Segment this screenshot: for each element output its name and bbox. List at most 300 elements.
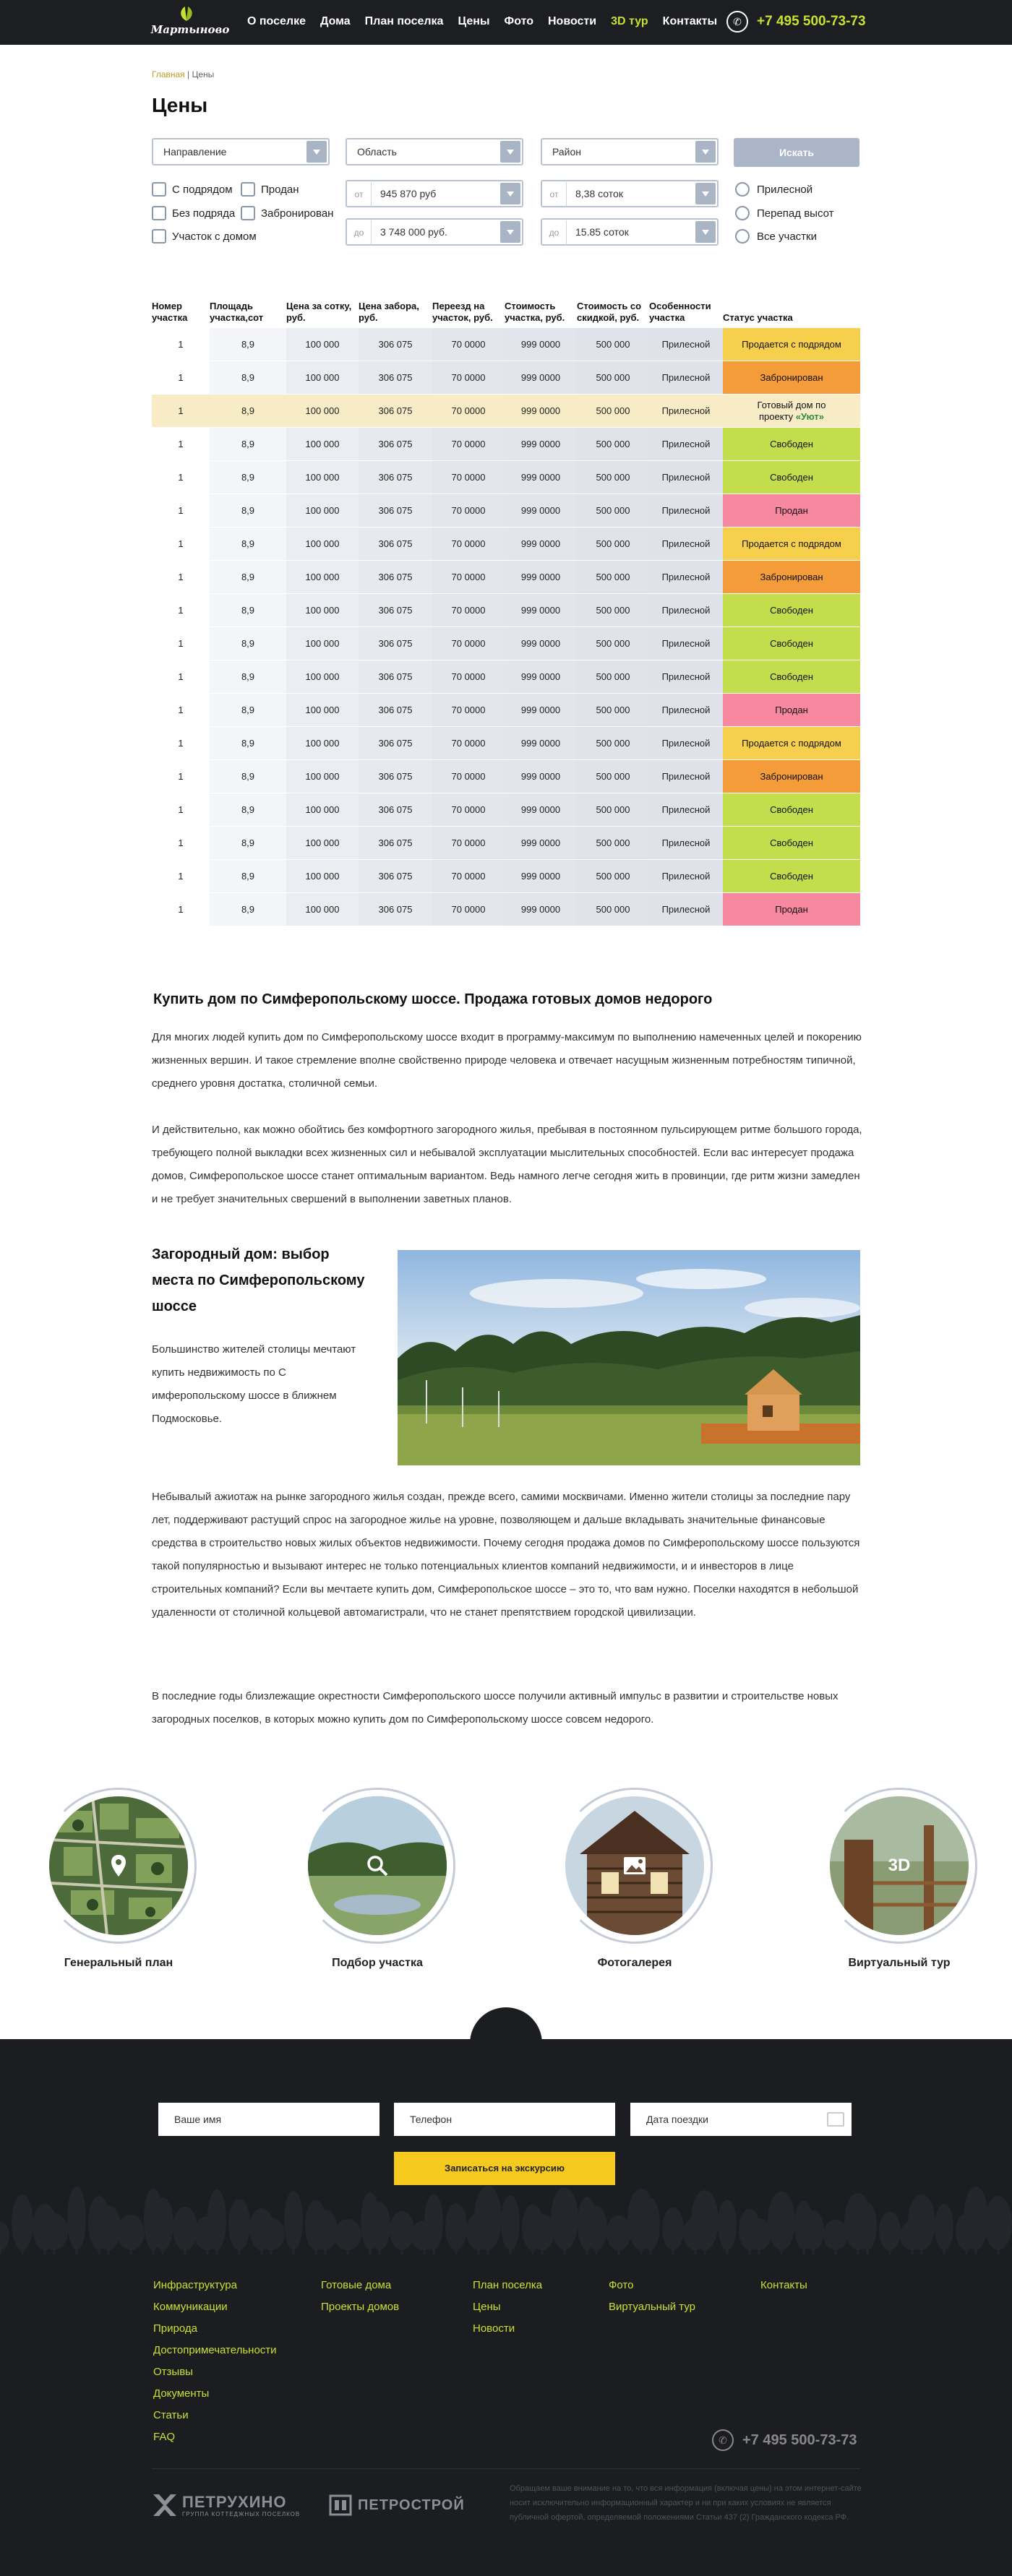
search-button[interactable]: Искать <box>734 138 859 167</box>
cell-price-per-sotka: 100 000 <box>286 827 359 860</box>
cell-number: 1 <box>152 328 210 361</box>
nav-contacts[interactable]: Контакты <box>662 15 718 27</box>
cell-price-per-sotka: 100 000 <box>286 395 359 428</box>
cell-discount-cost: 500 000 <box>577 727 649 760</box>
cell-price-per-sotka: 100 000 <box>286 860 359 893</box>
cell-area: 8,9 <box>210 660 286 694</box>
breadcrumb-current: Цены <box>192 69 215 79</box>
cell-discount-cost: 500 000 <box>577 627 649 660</box>
cell-price-per-sotka: 100 000 <box>286 793 359 827</box>
cell-features: Прилесной <box>649 428 723 461</box>
cell-number: 1 <box>152 760 210 793</box>
cell-area: 8,9 <box>210 694 286 727</box>
footer-col-1 <box>153 2275 277 2448</box>
date-input-placeholder: Дата поездки <box>646 2114 708 2125</box>
cell-discount-cost: 500 000 <box>577 395 649 428</box>
cell-price-per-sotka: 100 000 <box>286 660 359 694</box>
cell-number: 1 <box>152 428 210 461</box>
cell-discount-cost: 500 000 <box>577 760 649 793</box>
cell-plot-cost: 999 0000 <box>505 893 577 926</box>
petrukhino-logo[interactable] <box>152 2493 300 2517</box>
cell-discount-cost: 500 000 <box>577 827 649 860</box>
direction-select-value: Направление <box>163 146 227 158</box>
col-header-area: Площадь участка,сот <box>210 301 264 323</box>
cell-discount-cost: 500 000 <box>577 660 649 694</box>
cell-price-per-sotka: 100 000 <box>286 527 359 561</box>
cell-number: 1 <box>152 561 210 594</box>
chevron-down-icon <box>500 183 520 204</box>
cell-area: 8,9 <box>210 594 286 627</box>
cell-entrance: 70 0000 <box>432 428 505 461</box>
cell-entrance: 70 0000 <box>432 461 505 494</box>
region-select-value: Область <box>357 146 397 158</box>
cell-price-per-sotka: 100 000 <box>286 760 359 793</box>
cell-status: Свободен <box>723 428 860 461</box>
radio-circle[interactable] <box>735 229 750 244</box>
article-paragraph-3: Небывалый ажиотаж на рынке загородного жилья создан, прежде всего, самими москвичами. Именно жители столицы за последние пару лет, поддерживают растущий спрос на загородное жилье на уровне, позволяющем и дальше вкладывать значительные финансовые средства в строительство новых жилых объектов недвижимости. Почему сегодня продажа домов по Симферопольскому шоссе пользуются такой популярностью и вызывают интерес не только потенциальных клиентов компаний недвижимости, и и инвесторов в лице строительных компаний? Если вы мечтаете купить дом, Симферопольское шоссе – это то, что вам нужно. Поселки находятся в небольшой удаленности от столичной кольцевой автомагистрали, что не станет препятствием городской цивилизации. <box>152 1491 860 1619</box>
cell-entrance: 70 0000 <box>432 694 505 727</box>
footer-link-ready-houses[interactable]: Готовые дома <box>321 2279 392 2291</box>
cell-entrance: 70 0000 <box>432 494 505 527</box>
petrukhino-name: ПЕТРУХИНО <box>182 2492 287 2511</box>
cell-area: 8,9 <box>210 328 286 361</box>
footer-link-prices[interactable]: Цены <box>473 2301 501 2313</box>
cell-area: 8,9 <box>210 860 286 893</box>
cell-number: 1 <box>152 395 210 428</box>
radio-circle[interactable] <box>735 206 750 220</box>
cell-price-per-sotka: 100 000 <box>286 694 359 727</box>
table-row[interactable] <box>152 494 860 527</box>
cell-entrance: 70 0000 <box>432 760 505 793</box>
checkbox-box[interactable] <box>152 206 166 220</box>
cell-number: 1 <box>152 527 210 561</box>
cell-price-per-sotka: 100 000 <box>286 727 359 760</box>
cell-price-per-sotka: 100 000 <box>286 594 359 627</box>
footer-col-2 <box>321 2275 399 2318</box>
cell-plot-cost: 999 0000 <box>505 860 577 893</box>
breadcrumb <box>152 69 214 79</box>
cell-features: Прилесной <box>649 561 723 594</box>
magnifier-icon <box>308 1796 447 1935</box>
cell-fence-price: 306 075 <box>359 494 432 527</box>
cell-plot-cost: 999 0000 <box>505 694 577 727</box>
cell-status: Свободен <box>723 594 860 627</box>
radio-elevation[interactable] <box>735 205 834 221</box>
cell-area: 8,9 <box>210 760 286 793</box>
footer-link-house-projects[interactable]: Проекты домов <box>321 2301 400 2313</box>
cell-entrance: 70 0000 <box>432 660 505 694</box>
area-from-field[interactable] <box>541 180 719 207</box>
col-header-features: Особенности участка <box>649 301 711 323</box>
footer-phone[interactable] <box>712 2429 857 2451</box>
cell-area: 8,9 <box>210 461 286 494</box>
petrostroy-logo[interactable] <box>329 2493 465 2517</box>
cell-number: 1 <box>152 660 210 694</box>
cell-price-per-sotka: 100 000 <box>286 627 359 660</box>
feature-caption[interactable]: Виртуальный тур <box>848 1957 951 1969</box>
header-phone-number[interactable]: +7 495 500-73-73 <box>757 14 866 29</box>
cell-status: Забронирован <box>723 561 860 594</box>
cell-discount-cost: 500 000 <box>577 893 649 926</box>
legal-notice: Обращаем ваше внимание на то, что вся информация (включая цены) на этом интернет-сайте носит исключительно информационный характер и ни при каких условиях не является публичной офертой, определяемой положениями Статьи 437 (2) Гражданского кодекса РФ. <box>510 2484 862 2522</box>
phone-input[interactable] <box>394 2103 615 2136</box>
feature-caption[interactable]: Подбор участка <box>332 1957 423 1969</box>
cell-plot-cost: 999 0000 <box>505 561 577 594</box>
table-row[interactable] <box>152 594 860 627</box>
cell-fence-price: 306 075 <box>359 694 432 727</box>
checkbox-box[interactable] <box>241 206 255 220</box>
nav-news[interactable]: Новости <box>547 15 597 27</box>
cell-price-per-sotka: 100 000 <box>286 561 359 594</box>
main-nav <box>247 13 732 30</box>
cell-number: 1 <box>152 627 210 660</box>
cell-plot-cost: 999 0000 <box>505 594 577 627</box>
nav-about[interactable]: О поселке <box>247 15 306 27</box>
footer-link-documents[interactable]: Документы <box>153 2387 210 2400</box>
cell-plot-cost: 999 0000 <box>505 395 577 428</box>
cell-number: 1 <box>152 727 210 760</box>
radio-label: Все участки <box>757 230 817 243</box>
col-header-number: Номер участка <box>152 301 188 323</box>
table-row[interactable] <box>152 395 860 428</box>
map-pin-icon <box>49 1796 188 1935</box>
cell-area: 8,9 <box>210 527 286 561</box>
table-row[interactable] <box>152 428 860 461</box>
footer-link-sights[interactable]: Достопримечательности <box>153 2344 277 2356</box>
cell-plot-cost: 999 0000 <box>505 827 577 860</box>
area-to-prefix: до <box>542 220 567 245</box>
plot-selection-image <box>308 1796 447 1935</box>
cell-entrance: 70 0000 <box>432 561 505 594</box>
cell-status: Продается с подрядом <box>723 727 860 760</box>
cell-number: 1 <box>152 694 210 727</box>
cell-status: Свободен <box>723 461 860 494</box>
cell-features: Прилесной <box>649 461 723 494</box>
radio-forest[interactable] <box>735 181 812 197</box>
checkbox-box[interactable] <box>152 229 166 244</box>
checkbox-sold[interactable] <box>241 181 299 197</box>
leaf-logo-icon <box>178 6 195 22</box>
footer-col-4 <box>609 2275 695 2318</box>
phone-input-placeholder: Телефон <box>410 2114 453 2125</box>
footer-divider <box>152 2468 860 2469</box>
cell-discount-cost: 500 000 <box>577 461 649 494</box>
chevron-down-icon <box>695 221 716 243</box>
checkbox-with-contract[interactable] <box>152 181 233 197</box>
footer-link-articles[interactable]: Статьи <box>153 2409 189 2421</box>
table-row[interactable] <box>152 527 860 561</box>
page-title: Цены <box>152 94 208 116</box>
cell-price-per-sotka: 100 000 <box>286 494 359 527</box>
cell-discount-cost: 500 000 <box>577 561 649 594</box>
book-excursion-button[interactable]: Записаться на экскурсию <box>394 2152 615 2185</box>
phone-icon: ✆ <box>712 2429 734 2451</box>
col-header-price-per-sotka: Цена за сотку, руб. <box>286 301 352 323</box>
logo[interactable] <box>150 6 230 40</box>
prices-table <box>152 296 860 926</box>
cell-entrance: 70 0000 <box>432 527 505 561</box>
cell-entrance: 70 0000 <box>432 395 505 428</box>
cell-plot-cost: 999 0000 <box>505 428 577 461</box>
table-row[interactable] <box>152 361 860 395</box>
cell-discount-cost: 500 000 <box>577 361 649 395</box>
chevron-down-icon <box>500 221 520 243</box>
petrostroy-emblem-icon <box>329 2493 352 2517</box>
cell-plot-cost: 999 0000 <box>505 727 577 760</box>
breadcrumb-separator: | <box>187 69 190 79</box>
feature-caption[interactable]: Фотогалерея <box>597 1957 672 1969</box>
cell-features: Прилесной <box>649 395 723 428</box>
table-row[interactable] <box>152 760 860 793</box>
chevron-down-icon <box>306 141 327 163</box>
cell-fence-price: 306 075 <box>359 660 432 694</box>
cell-status: Продается с подрядом <box>723 527 860 561</box>
cell-area: 8,9 <box>210 361 286 395</box>
date-input[interactable] <box>630 2103 852 2136</box>
radio-all-plots[interactable] <box>735 228 817 244</box>
cell-entrance: 70 0000 <box>432 727 505 760</box>
price-from-prefix: от <box>347 182 372 207</box>
cell-price-per-sotka: 100 000 <box>286 328 359 361</box>
cell-area: 8,9 <box>210 827 286 860</box>
table-row[interactable] <box>152 893 860 926</box>
checkbox-label: Участок с домом <box>172 230 257 243</box>
cell-features: Прилесной <box>649 827 723 860</box>
name-input[interactable] <box>158 2103 380 2136</box>
cell-number: 1 <box>152 594 210 627</box>
col-header-fence-price: Цена забора, руб. <box>359 301 419 323</box>
price-from-value: 945 870 руб <box>380 188 437 199</box>
cell-features: Прилесной <box>649 893 723 926</box>
cell-fence-price: 306 075 <box>359 827 432 860</box>
cell-features: Прилесной <box>649 694 723 727</box>
region-select[interactable] <box>346 138 523 165</box>
cell-area: 8,9 <box>210 561 286 594</box>
cell-status: Продан <box>723 893 860 926</box>
cell-entrance: 70 0000 <box>432 827 505 860</box>
chevron-down-icon <box>695 183 716 204</box>
cell-number: 1 <box>152 893 210 926</box>
cell-fence-price: 306 075 <box>359 860 432 893</box>
district-select[interactable] <box>541 138 719 165</box>
feature-caption[interactable]: Генеральный план <box>64 1957 173 1969</box>
cell-status: Свободен <box>723 860 860 893</box>
cell-number: 1 <box>152 361 210 395</box>
cell-fence-price: 306 075 <box>359 428 432 461</box>
checkbox-label: Без подряда <box>172 207 236 220</box>
radio-label: Прилесной <box>757 183 813 196</box>
header-phone[interactable] <box>726 9 866 35</box>
footer-link-faq[interactable]: FAQ <box>153 2431 176 2443</box>
cell-entrance: 70 0000 <box>432 627 505 660</box>
col-header-status: Статус участка <box>723 312 793 323</box>
cell-fence-price: 306 075 <box>359 461 432 494</box>
area-from-value: 8,38 соток <box>575 188 623 199</box>
cell-area: 8,9 <box>210 793 286 827</box>
cell-price-per-sotka: 100 000 <box>286 428 359 461</box>
district-select-value: Район <box>552 146 581 158</box>
checkbox-label: Продан <box>261 183 299 196</box>
house-photo <box>398 1250 860 1465</box>
footer-link-reviews[interactable]: Отзывы <box>153 2366 193 2378</box>
sub-heading: Загородный дом: выбор места по Симферопольскому шоссе <box>152 1246 365 1314</box>
footer-phone-number[interactable]: +7 495 500-73-73 <box>742 2431 857 2448</box>
cell-features: Прилесной <box>649 660 723 694</box>
price-from-field[interactable] <box>346 180 523 207</box>
chevron-down-icon <box>500 141 520 163</box>
cell-number: 1 <box>152 494 210 527</box>
checkbox-without-contract[interactable] <box>152 205 235 221</box>
cell-price-per-sotka: 100 000 <box>286 893 359 926</box>
cell-price-per-sotka: 100 000 <box>286 461 359 494</box>
cell-fence-price: 306 075 <box>359 594 432 627</box>
footer-link-plan[interactable]: План поселка <box>473 2279 543 2291</box>
checkbox-reserved[interactable] <box>241 205 333 221</box>
price-to-prefix: до <box>347 220 372 245</box>
table-row[interactable] <box>152 461 860 494</box>
cell-status: Забронирован <box>723 760 860 793</box>
cell-area: 8,9 <box>210 893 286 926</box>
sub-paragraph: Большинство жителей столицы мечтают купить недвижимость по С имферопольскому шоссе в ближнем Подмосковье. <box>152 1343 356 1425</box>
cell-features: Прилесной <box>649 793 723 827</box>
cell-discount-cost: 500 000 <box>577 594 649 627</box>
cell-area: 8,9 <box>210 428 286 461</box>
cell-number: 1 <box>152 860 210 893</box>
footer-col-3 <box>473 2275 542 2340</box>
area-to-field[interactable] <box>541 218 719 246</box>
cell-status: Продан <box>723 694 860 727</box>
cell-plot-cost: 999 0000 <box>505 527 577 561</box>
direction-select[interactable] <box>152 138 330 165</box>
cell-fence-price: 306 075 <box>359 793 432 827</box>
cell-status: Продается с подрядом <box>723 328 860 361</box>
cell-area: 8,9 <box>210 727 286 760</box>
col-header-discount-cost: Стоимость со скидкой, руб. <box>577 301 642 323</box>
cell-features: Прилесной <box>649 594 723 627</box>
area-from-prefix: от <box>542 182 567 207</box>
image-icon <box>565 1796 704 1935</box>
table-row[interactable] <box>152 727 860 760</box>
status-text: Готовый дом по проекту <box>757 399 826 422</box>
footer-link-photo[interactable]: Фото <box>609 2279 634 2291</box>
cell-entrance: 70 0000 <box>432 793 505 827</box>
cell-plot-cost: 999 0000 <box>505 328 577 361</box>
cell-fence-price: 306 075 <box>359 395 432 428</box>
checkbox-plot-with-house[interactable] <box>152 228 257 244</box>
nav-plan[interactable]: План поселка <box>364 15 444 27</box>
price-to-value: 3 748 000 руб. <box>380 226 447 238</box>
petrukhino-tagline: ГРУППА КОТТЕДЖНЫХ ПОСЕЛКОВ <box>182 2510 301 2517</box>
nav-3d-tour[interactable]: 3D тур <box>611 15 648 27</box>
checkbox-box[interactable] <box>241 182 255 197</box>
cell-features: Прилесной <box>649 760 723 793</box>
nav-prices[interactable]: Цены <box>458 15 490 27</box>
3d-icon: 3D <box>888 1856 911 1875</box>
cell-features: Прилесной <box>649 627 723 660</box>
cell-status: Свободен <box>723 793 860 827</box>
cell-discount-cost: 500 000 <box>577 527 649 561</box>
article-paragraph-1: Для многих людей купить дом по Симферопольскому шоссе входит в программу-максимум по выполнению намеченных целей и покорению жизненных вершин. И такое стремление вполне свойственно природе человека и отвечает насущным жизненным потребностям типичной, среднего уровня достатка, столичной семьи. <box>152 1031 862 1090</box>
cell-plot-cost: 999 0000 <box>505 361 577 395</box>
cell-discount-cost: 500 000 <box>577 428 649 461</box>
checkbox-label: Забронирован <box>261 207 334 220</box>
cell-fence-price: 306 075 <box>359 561 432 594</box>
cell-plot-cost: 999 0000 <box>505 793 577 827</box>
table-header-row <box>152 296 860 328</box>
photo-gallery-image <box>565 1796 704 1935</box>
table-row[interactable] <box>152 328 860 361</box>
table-row[interactable] <box>152 627 860 660</box>
cell-status: Свободен <box>723 660 860 694</box>
cell-entrance: 70 0000 <box>432 328 505 361</box>
cell-fence-price: 306 075 <box>359 527 432 561</box>
logo-text: Мартыново <box>150 23 230 36</box>
cell-discount-cost: 500 000 <box>577 694 649 727</box>
article-paragraph-2: И действительно, как можно обойтись без комфортного загородного жилья, пребывая в постоянном пульсирующем ритме большого города, требующего полной выкладки всех жизненных сил и небывалой эксплуатации мыслительных способностей. Если вас интересует продажа домов, Симферопольское шоссе станет оптимальным вариантом. Ведь намного легче сегодня жить в провинции, где ритм жизни замедлен и не требует значительных свершений в выполнении заветных планов. <box>152 1124 862 1205</box>
price-to-field[interactable] <box>346 218 523 246</box>
cell-fence-price: 306 075 <box>359 361 432 395</box>
cell-features: Прилесной <box>649 494 723 527</box>
cell-plot-cost: 999 0000 <box>505 494 577 527</box>
cell-discount-cost: 500 000 <box>577 494 649 527</box>
radio-circle[interactable] <box>735 182 750 197</box>
footer-link-infrastructure[interactable]: Инфраструктура <box>153 2279 237 2291</box>
calendar-icon[interactable] <box>827 2112 844 2127</box>
table-row[interactable] <box>152 827 860 860</box>
col-header-plot-cost: Стоимость участка, руб. <box>505 301 565 323</box>
nav-houses[interactable]: Дома <box>320 15 351 27</box>
table-row[interactable] <box>152 793 860 827</box>
footer-link-virtual-tour[interactable]: Виртуальный тур <box>609 2301 695 2313</box>
table-row[interactable] <box>152 860 860 893</box>
cell-fence-price: 306 075 <box>359 727 432 760</box>
chevron-down-icon <box>695 141 716 163</box>
phone-icon: ✆ <box>726 11 748 33</box>
project-link[interactable]: «Уют» <box>795 410 824 422</box>
cell-status: Свободен <box>723 827 860 860</box>
table-row[interactable] <box>152 561 860 594</box>
footer-link-nature[interactable]: Природа <box>153 2322 197 2335</box>
petrukhino-emblem-icon <box>152 2493 178 2517</box>
cell-entrance: 70 0000 <box>432 860 505 893</box>
table-row[interactable] <box>152 660 860 694</box>
cell-entrance: 70 0000 <box>432 893 505 926</box>
cell-area: 8,9 <box>210 627 286 660</box>
master-plan-image <box>49 1796 188 1935</box>
header <box>0 0 1012 45</box>
cell-area: 8,9 <box>210 494 286 527</box>
col-header-entrance: Переезд на участок, руб. <box>432 301 493 323</box>
table-row[interactable] <box>152 694 860 727</box>
nav-photo[interactable]: Фото <box>504 15 533 27</box>
cell-plot-cost: 999 0000 <box>505 627 577 660</box>
article-heading: Купить дом по Симферопольскому шоссе. Продажа готовых домов недорого <box>153 991 713 1007</box>
footer-link-news[interactable]: Новости <box>473 2322 515 2335</box>
cell-features: Прилесной <box>649 361 723 395</box>
breadcrumb-home[interactable]: Главная <box>152 69 185 79</box>
footer-link-communications[interactable]: Коммуникации <box>153 2301 228 2313</box>
footer-link-contacts[interactable]: Контакты <box>760 2279 807 2291</box>
cell-fence-price: 306 075 <box>359 627 432 660</box>
table-body <box>152 328 860 926</box>
cell-discount-cost: 500 000 <box>577 860 649 893</box>
feature-links <box>0 1788 1012 1983</box>
checkbox-label: С подрядом <box>172 183 233 196</box>
checkbox-box[interactable] <box>152 182 166 197</box>
cell-features: Прилесной <box>649 527 723 561</box>
cell-fence-price: 306 075 <box>359 893 432 926</box>
cell-entrance: 70 0000 <box>432 361 505 395</box>
